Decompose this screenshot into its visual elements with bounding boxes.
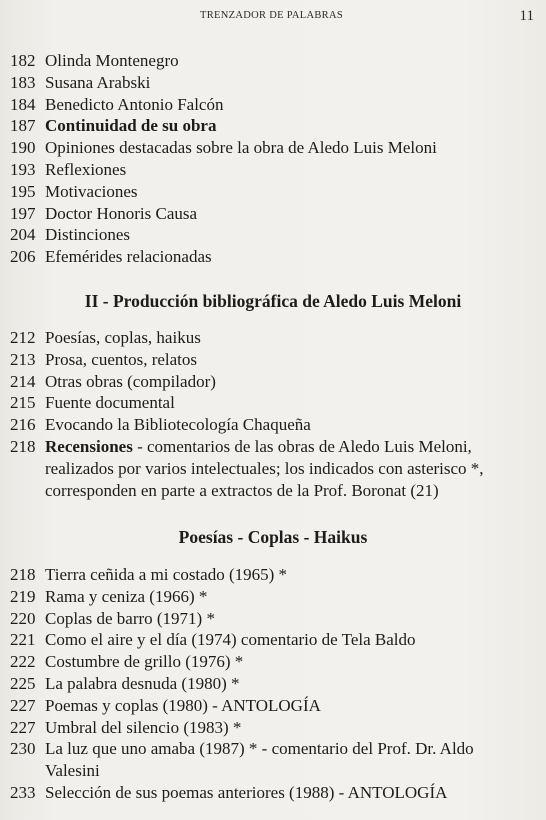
list-item [10, 564, 530, 586]
entry-page-number: 219 [10, 586, 36, 606]
list-item [10, 224, 530, 246]
entry-title: Continuidad de su obra [45, 116, 217, 136]
running-title: TRENZADOR DE PALABRAS [200, 10, 344, 21]
entry-title: Prosa, cuentos, relatos [45, 349, 198, 369]
entry-title: La luz que uno amaba (1987) * - comentario del Prof. Dr. Aldo [45, 739, 474, 759]
list-item [10, 738, 530, 760]
entry-title: Fuente documental [45, 393, 175, 413]
entry-title: Efemérides relacionadas [45, 247, 212, 267]
page-number: 11 [519, 8, 534, 24]
list-item [10, 349, 530, 371]
list-item [10, 94, 530, 116]
entry-title: Olinda Montenegro [45, 51, 179, 70]
entry-page-number: 204 [10, 225, 36, 245]
entry-title: Benedicto Antonio Falcón [45, 94, 224, 114]
list-item [10, 629, 530, 651]
entry-page-number: 220 [10, 608, 36, 628]
entry-title: Poesías, coplas, haikus [45, 328, 201, 347]
entry-page-number: 233 [10, 782, 36, 802]
index-list-poesias-continued [10, 760, 530, 804]
entry-page-number: 193 [10, 159, 36, 179]
recensiones-label: Recensiones [45, 437, 133, 456]
list-item [10, 159, 530, 181]
index-list-production [10, 327, 530, 436]
recensiones-text-line3: corresponden en parte a extractos de la Prof. Boronat (21) [45, 480, 439, 500]
entry-title: Rama y ceniza (1966) * [45, 586, 208, 606]
entry-title: Coplas de barro (1971) * [45, 608, 215, 628]
entry-page-number: 195 [10, 181, 36, 201]
list-item [10, 115, 530, 137]
entry-title: Susana Arabski [45, 72, 151, 92]
list-item [10, 651, 530, 673]
list-item [10, 586, 530, 608]
entry-title: Distinciones [45, 225, 130, 245]
entry-title: Como el aire y el día (1974) comentario de Tela Baldo [45, 630, 416, 650]
entry-title: Motivaciones [45, 181, 138, 201]
section-title-production: II - Producción bibliográfica de Aledo Luis Meloni [84, 291, 462, 311]
entry-title: Poemas y coplas (1980) - ANTOLOGÍA [45, 695, 321, 715]
list-item [10, 137, 530, 159]
entry-page-number: 212 [10, 328, 36, 347]
entry-title: Evocando la Bibliotecología Chaqueña [45, 415, 311, 435]
section-title-poesias: Poesías - Coplas - Haikus [178, 527, 368, 547]
entry-page-number: 206 [10, 247, 36, 267]
entry-page-number: 221 [10, 630, 36, 650]
list-item [10, 50, 530, 72]
list-item [10, 414, 530, 436]
entry-page-number: 190 [10, 138, 36, 158]
entry-title: Costumbre de grillo (1976) * [45, 652, 244, 672]
list-item [10, 371, 530, 393]
entry-page-number: 197 [10, 203, 36, 223]
entry-page-number: 218 [10, 565, 36, 584]
recensiones-entry [10, 436, 530, 501]
list-item [10, 327, 530, 349]
list-item [10, 608, 530, 630]
entry-title: Reflexiones [45, 159, 127, 179]
entry-page-number: 183 [10, 72, 36, 92]
list-item [10, 392, 530, 414]
entry-page-number: 214 [10, 371, 36, 391]
list-item [10, 717, 530, 739]
page-header [0, 10, 546, 26]
list-item [10, 72, 530, 94]
entry-page-number: 227 [10, 717, 36, 737]
entry-continuation: Valesini [45, 761, 100, 780]
list-item [10, 695, 530, 717]
entry-title: Selección de sus poemas anteriores (1988) - ANTOLOGÍA [45, 782, 448, 802]
entry-page-number: 182 [10, 51, 36, 70]
entry-title: La palabra desnuda (1980) * [45, 673, 240, 693]
list-item [10, 246, 530, 268]
list-item [10, 203, 530, 225]
entry-page-number: 225 [10, 673, 36, 693]
index-list-poesias [10, 564, 530, 760]
list-item [10, 673, 530, 695]
list-item [10, 181, 530, 203]
recensiones-text-line2: realizados por varios intelectuales; los indicados con asterisco *, [45, 458, 484, 478]
entry-page-number: 187 [10, 116, 36, 136]
entry-page-number: 230 [10, 739, 36, 759]
entry-title: Umbral del silencio (1983) * [45, 717, 242, 737]
entry-page-number: 218 [10, 437, 36, 456]
entry-title: Opiniones destacadas sobre la obra de Aledo Luis Meloni [45, 138, 437, 158]
entry-page-number: 227 [10, 695, 36, 715]
entry-title: Otras obras (compilador) [45, 371, 216, 391]
entry-page-number: 216 [10, 415, 36, 435]
index-list-biography [10, 50, 530, 268]
entry-page-number: 222 [10, 652, 36, 672]
recensiones-text-line1: - comentarios de las obras de Aledo Luis Meloni, [132, 437, 472, 456]
entry-page-number: 213 [10, 349, 36, 369]
entry-page-number: 184 [10, 94, 36, 114]
entry-title: Doctor Honoris Causa [45, 203, 198, 223]
entry-page-number: 215 [10, 393, 36, 413]
entry-title: Tierra ceñida a mi costado (1965) * [45, 565, 288, 584]
list-item [10, 782, 530, 804]
